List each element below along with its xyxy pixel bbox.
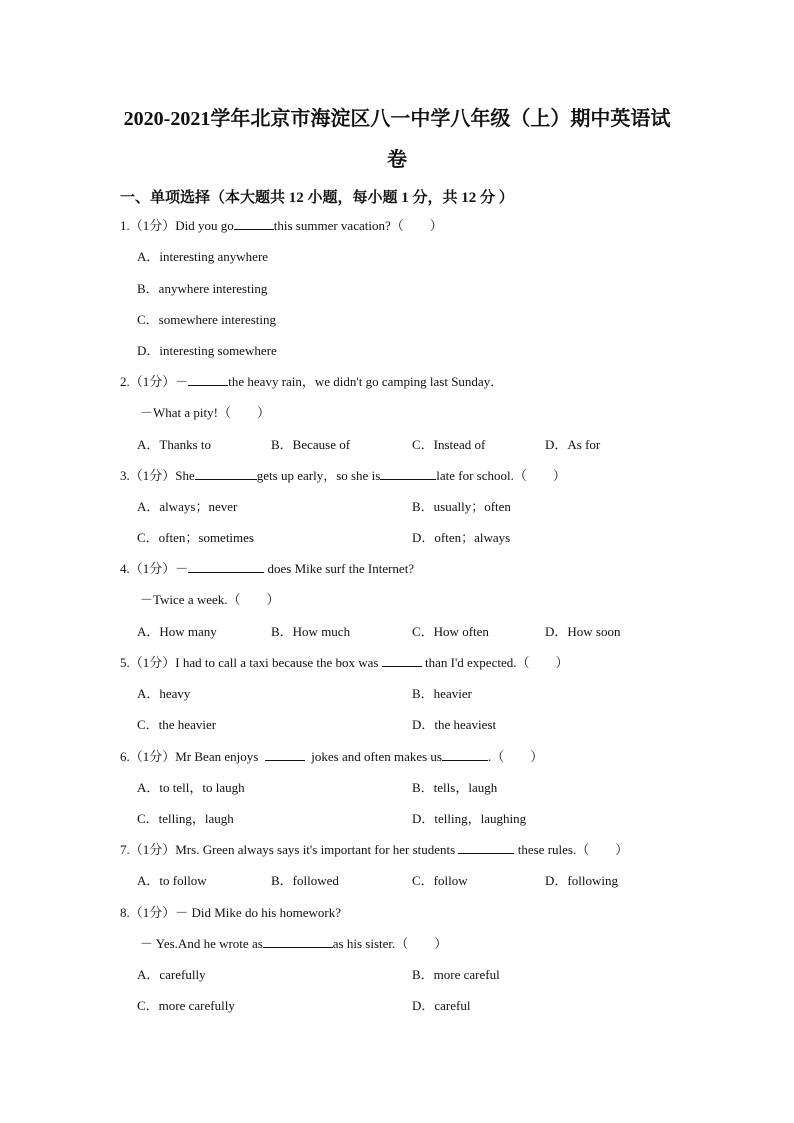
option-6a: A．to tell，to laugh (137, 780, 245, 795)
answer-blank (382, 654, 422, 667)
question-8-reply: － Yes.And he wrote as as his sister.（ ） (140, 936, 448, 951)
answer-blank (263, 935, 333, 948)
option-3b: B．usually；often (412, 499, 511, 514)
option-2a: A．Thanks to (137, 437, 212, 452)
option-2d: D．As for (545, 437, 601, 452)
option-7c: C．follow (412, 873, 468, 888)
option-4a: A．How many (137, 624, 217, 639)
question-4-reply: －Twice a week.（ ） (140, 592, 280, 607)
exam-title: 2020-2021学年北京市海淀区八一中学八年级（上）期中英语试 (123, 108, 671, 130)
option-5d: D．the heaviest (412, 717, 497, 732)
question-2-reply: －What a pity!（ ） (140, 405, 270, 420)
question-5: 5.（1分）I had to call a taxi because the box was than I'd expected.（ ） (120, 655, 569, 670)
option-3a: A．always；never (137, 499, 238, 514)
answer-blank (458, 841, 514, 854)
option-8b: B．more careful (412, 967, 500, 982)
answer-blank (195, 467, 257, 480)
option-7b: B．followed (271, 873, 339, 888)
option-7d: D．following (545, 873, 618, 888)
option-6b: B．tells，laugh (412, 780, 498, 795)
option-4c: C．How often (412, 624, 489, 639)
option-8d: D．careful (412, 998, 471, 1013)
exam-title-continued: 卷 (387, 149, 407, 171)
option-8c: C．more carefully (137, 998, 235, 1013)
question-2: 2.（1分）－ the heavy rain，we didn't go camping last Sunday． (120, 374, 504, 389)
option-4d: D．How soon (545, 624, 621, 639)
question-4: 4.（1分）－ does Mike surf the Internet? (120, 561, 415, 576)
option-1c: C．somewhere interesting (137, 312, 276, 327)
option-6c: C．telling，laugh (137, 811, 234, 826)
option-1d: D．interesting somewhere (137, 343, 277, 358)
answer-blank (442, 748, 488, 761)
answer-blank (380, 467, 436, 480)
option-5c: C．the heavier (137, 717, 217, 732)
answer-blank (188, 560, 264, 573)
question-6: 6.（1分）Mr Bean enjoys jokes and often makes us .（ ） (120, 749, 544, 764)
question-1: 1.（1分）Did you go this summer vacation?（ ） (120, 218, 443, 233)
option-5a: A．heavy (137, 686, 191, 701)
option-3c: C．often；sometimes (137, 530, 254, 545)
option-8a: A．carefully (137, 967, 206, 982)
option-6d: D．telling，laughing (412, 811, 527, 826)
option-5b: B．heavier (412, 686, 472, 701)
question-7: 7.（1分）Mrs. Green always says it's important for her students these rules.（ ） (120, 842, 629, 857)
section-heading: 一、单项选择（本大题共 12 小题，每小题 1 分，共 12 分 ） (120, 190, 514, 206)
option-2c: C．Instead of (412, 437, 486, 452)
option-4b: B．How much (271, 624, 351, 639)
answer-blank (234, 217, 274, 230)
answer-blank (265, 748, 305, 761)
option-2b: B．Because of (271, 437, 351, 452)
option-3d: D．often；always (412, 530, 511, 545)
question-3: 3.（1分）She gets up early，so she is late for school.（ ） (120, 468, 566, 483)
answer-blank (188, 373, 228, 386)
option-7a: A．to follow (137, 873, 207, 888)
option-1b: B．anywhere interesting (137, 281, 268, 296)
question-8: 8.（1分）－ Did Mike do his homework? (120, 905, 341, 920)
option-1a: A．interesting anywhere (137, 249, 269, 264)
